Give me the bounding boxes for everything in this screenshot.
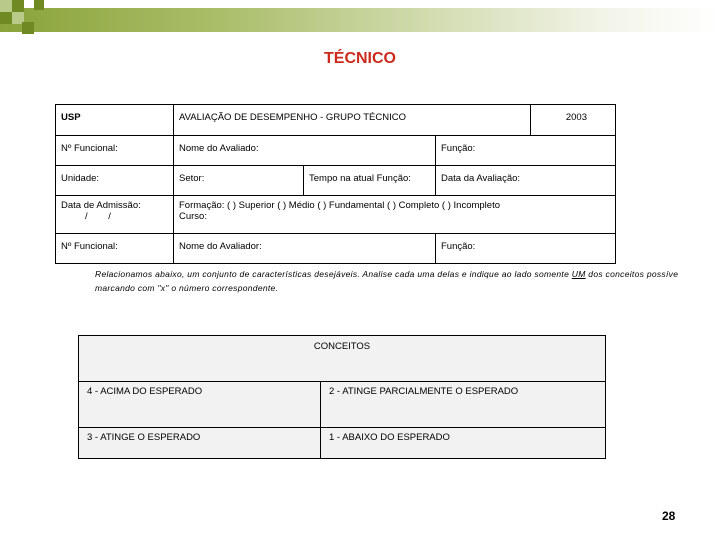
decorative-square: [34, 0, 44, 10]
instructions-part: dos conceitos possíve: [585, 269, 679, 279]
form-row: [56, 136, 616, 166]
evaluated-name-field[interactable]: Nome do Avaliado:: [174, 136, 436, 166]
form-header-row: [56, 105, 616, 136]
employee-id-field[interactable]: Nº Funcional:: [56, 136, 174, 166]
decorative-square: [0, 12, 12, 24]
admission-date-field[interactable]: [56, 196, 174, 234]
org-cell: USP: [56, 105, 174, 136]
page-title: TÉCNICO: [324, 50, 396, 67]
form-row: [56, 166, 616, 196]
education-options: Formação: ( ) Superior ( ) Médio ( ) Fundamental ( ) Completo ( ) Incompleto: [179, 200, 500, 211]
header-decoration: [0, 0, 720, 34]
form-row: [56, 196, 616, 234]
education-field[interactable]: [174, 196, 616, 234]
sector-field[interactable]: Setor:: [174, 166, 304, 196]
evaluator-name-field[interactable]: Nome do Avaliador:: [174, 234, 436, 264]
year-cell: 2003: [531, 105, 616, 136]
admission-label: Data de Admissão:: [61, 200, 141, 211]
decorative-square: [0, 0, 12, 12]
decorative-square: [12, 0, 24, 12]
time-in-role-field[interactable]: Tempo na atual Função:: [304, 166, 436, 196]
concepts-box: [78, 335, 606, 459]
concept-item: 1 - ABAIXO DO ESPERADO: [329, 432, 450, 443]
instructions-emphasis: UM: [571, 269, 586, 279]
instructions-line-2: marcando com "x" o número correspondente.: [95, 283, 279, 293]
decorative-square: [22, 22, 34, 34]
evaluation-form-table: [55, 104, 616, 264]
form-row: [56, 234, 616, 264]
concept-item: 2 - ATINGE PARCIALMENTE O ESPERADO: [321, 382, 605, 428]
evaluator-id-field[interactable]: Nº Funcional:: [56, 234, 174, 264]
instructions-part: Relacionamos abaixo, um conjunto de características desejáveis. Analise cada uma delas e indique ao lado somente: [95, 269, 572, 279]
concepts-heading: CONCEITOS: [79, 336, 605, 382]
unit-field[interactable]: Unidade:: [56, 166, 174, 196]
concept-item: 3 - ATINGE O ESPERADO: [79, 428, 321, 458]
form-title-cell: AVALIAÇÃO DE DESEMPENHO - GRUPO TÉCNICO: [174, 105, 531, 136]
evaluation-date-field[interactable]: Data da Avaliação:: [436, 166, 616, 196]
instructions-text: [95, 267, 720, 295]
course-label: Curso:: [179, 211, 207, 222]
instructions-line-1: [95, 267, 720, 281]
concept-item: 4 - ACIMA DO ESPERADO: [79, 382, 321, 428]
admission-date-blank: / /: [85, 211, 111, 222]
header-gradient-bar: [0, 8, 720, 32]
evaluator-role-field[interactable]: Função:: [436, 234, 616, 264]
role-field[interactable]: Função:: [436, 136, 616, 166]
page-number: 28: [662, 509, 676, 523]
